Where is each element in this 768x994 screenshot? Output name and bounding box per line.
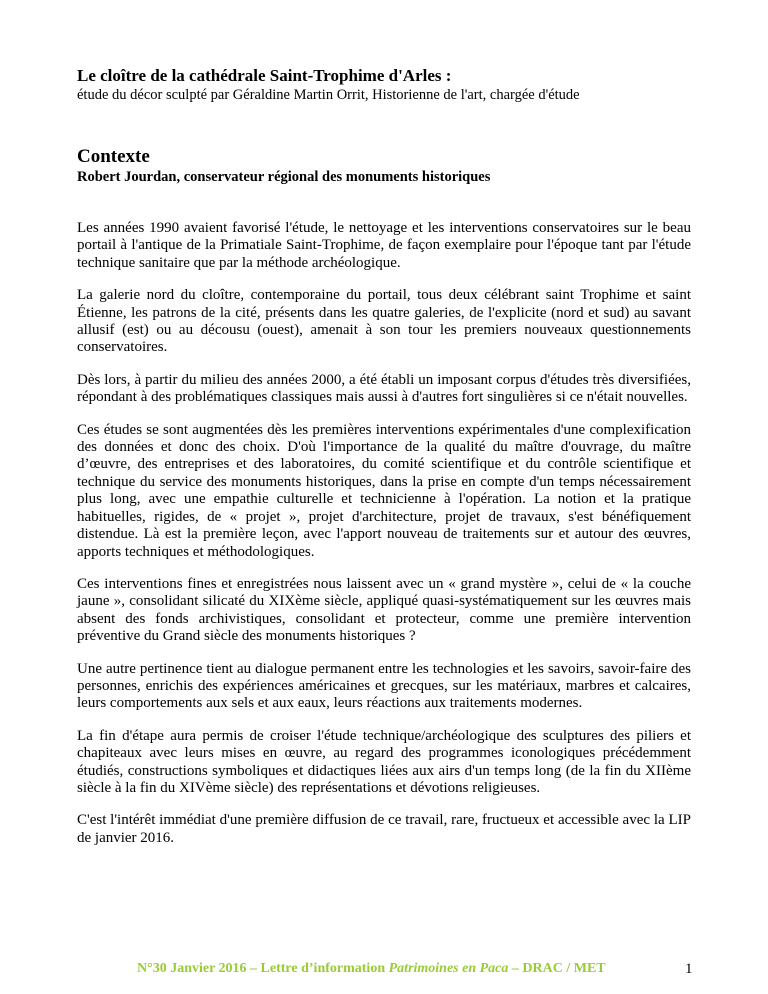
paragraph: Ces interventions fines et enregistrées nous laissent avec un « grand mystère », celui de « la couche jaune », consolidant silicaté du XIXème siècle, appliqué quasi-systématiquement sur les œuvres mais absent des fonds archivistiques, consolidant et protecteur, comme une première intervention préventive du Grand siècle des monuments historiques ? <box>77 575 691 645</box>
document-body <box>77 66 691 847</box>
paragraph: Les années 1990 avaient favorisé l'étude, le nettoyage et les interventions conservatoires sur le beau portail à l'antique de la Primatiale Saint-Trophime, de façon exemplaire pour l'époque tant par l'étude technique sanitaire que par la méthode archéologique. <box>77 220 691 271</box>
paragraph: La fin d'étape aura permis de croiser l'étude technique/archéologique des sculptures des piliers et chapiteaux avec leurs mises en œuvre, au regard des programmes iconologiques précédemment étudiés, constructions symboliques et didactiques liées aux airs d'un temps long (de la fin du XIIème siècle à la fin du XIVème siècle) des représentations et dévotions religieuses. <box>77 727 691 796</box>
paragraph: Une autre pertinence tient au dialogue permanent entre les technologies et les savoirs, savoir-faire des personnes, enrichis des expériences américaines et grecques, sur les matériaux, marbres et calcaires, leurs comportements aux sels et aux eaux, leurs réactions aux traitements modernes. <box>77 660 691 712</box>
paragraph: Dès lors, à partir du milieu des années 2000, a été établi un imposant corpus d'études très diversifiées, répondant à des problématiques classiques mais aussi à d'autres fort singulières si ce n'était nouvelles. <box>77 371 691 406</box>
paragraph: La galerie nord du cloître, contemporaine du portail, tous deux célébrant saint Trophime et saint Étienne, les patrons de la cité, présents dans les quatre galeries, de l'explicite (nord et sud) au savant allusif (est) ou au décousu (ouest), amenait à son tour les premiers nouveaux questionnements conservatoires. <box>77 287 691 356</box>
section-heading: Contexte <box>77 146 150 167</box>
paragraph: C'est l'intérêt immédiat d'une première diffusion de ce travail, rare, fructueux et accessible avec la LIP de janvier 2016. <box>77 812 691 846</box>
page-number: 1 <box>685 961 693 977</box>
document-subtitle: étude du décor sculpté par Géraldine Martin Orrit, Historienne de l'art, chargée d'étude <box>77 87 580 103</box>
page-footer <box>137 961 606 977</box>
paragraph: Ces études se sont augmentées dès les premières interventions expérimentales d'une complexification des données et donc des choix. D'où l'importance de la qualité du maître d'ouvrage, du maître d’œuvre, des entreprises et des laboratoires, du comité scientifique et du contrôle scientifique et technique du service des monuments historiques, dans la prise en compte d'un temps nécessairement plus long, avec une empathie culturelle et technicienne à l'opération. La notion et la pratique habituelles, rigides, de « projet », projet d'architecture, projet de travaux, s'est bénéfiquement distendue. Là est la première leçon, avec l'apport nouveau de traitements sur et autour des œuvres, apports techniques et méthodologiques. <box>77 421 691 560</box>
document-title: Le cloître de la cathédrale Saint-Trophime d'Arles : <box>77 66 452 85</box>
footer-suffix: – DRAC / MET <box>508 961 606 976</box>
footer-publication: Patrimoines en Paca <box>388 961 509 976</box>
footer-prefix: N°30 Janvier 2016 – Lettre d’information <box>137 961 389 976</box>
section-author: Robert Jourdan, conservateur régional des monuments historiques <box>77 169 491 185</box>
